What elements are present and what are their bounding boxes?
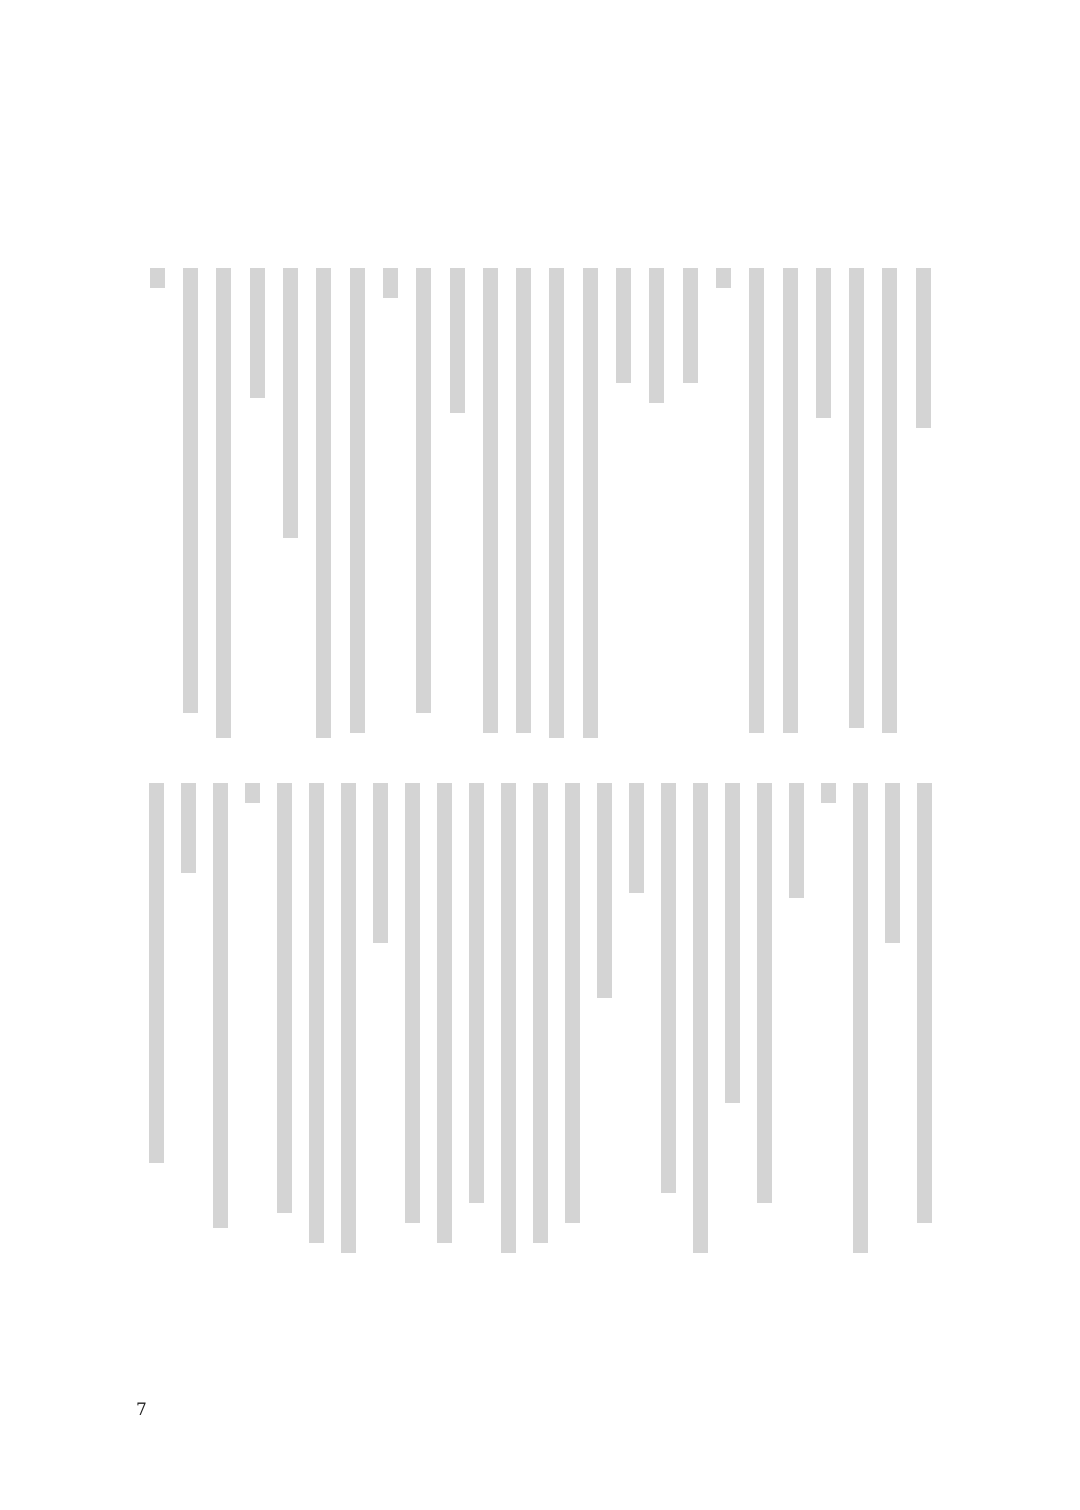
text-line-redacted	[332, 783, 364, 1233]
text-line-redacted	[396, 783, 428, 1233]
text-line-redacted	[268, 783, 300, 1233]
text-line-redacted	[674, 268, 707, 738]
text-line-redacted	[640, 268, 673, 738]
redaction-bar	[283, 268, 298, 538]
redaction-bar	[882, 268, 897, 733]
redaction-bar	[549, 268, 564, 738]
redaction-bar	[277, 783, 292, 1213]
text-line-redacted	[607, 268, 640, 738]
text-line-redacted	[652, 783, 684, 1233]
redaction-bar	[649, 268, 664, 403]
redaction-bar	[405, 783, 420, 1223]
text-line-redacted	[588, 783, 620, 1233]
text-line-redacted	[300, 783, 332, 1233]
text-line-redacted	[812, 783, 844, 1233]
redaction-bar	[917, 783, 932, 1223]
redaction-bar	[849, 268, 864, 728]
text-line-redacted	[748, 783, 780, 1233]
text-line-redacted	[556, 783, 588, 1233]
redaction-bar	[316, 268, 331, 738]
redaction-bar	[853, 783, 868, 1253]
redaction-bar	[597, 783, 612, 998]
redaction-bar	[373, 783, 388, 943]
redaction-bar	[683, 268, 698, 383]
text-line-redacted	[873, 268, 906, 738]
text-line-redacted	[374, 268, 407, 738]
redaction-bar	[416, 268, 431, 713]
redaction-bar	[309, 783, 324, 1243]
redaction-bar	[437, 783, 452, 1243]
text-line-redacted	[174, 268, 207, 738]
text-line-redacted	[460, 783, 492, 1233]
redaction-bar	[693, 783, 708, 1253]
redaction-bar	[149, 783, 164, 1163]
text-line-redacted	[141, 268, 174, 738]
redaction-bar	[341, 783, 356, 1253]
redaction-bar	[383, 268, 398, 298]
text-line-redacted	[172, 783, 204, 1233]
redaction-bar	[783, 268, 798, 733]
redaction-bar	[565, 783, 580, 1223]
text-line-redacted	[307, 268, 340, 738]
redaction-bar	[250, 268, 265, 398]
redaction-bar	[469, 783, 484, 1203]
text-line-redacted	[207, 268, 240, 738]
text-line-redacted	[907, 268, 940, 738]
text-line-redacted	[574, 268, 607, 738]
text-line-redacted	[740, 268, 773, 738]
text-line-redacted	[274, 268, 307, 738]
text-line-redacted	[807, 268, 840, 738]
bottom-text-block	[140, 783, 940, 1233]
text-line-redacted	[716, 783, 748, 1233]
redaction-bar	[216, 268, 231, 738]
redaction-bar	[661, 783, 676, 1193]
text-line-redacted	[780, 783, 812, 1233]
redaction-bar	[245, 783, 260, 803]
top-text-block	[140, 268, 940, 738]
redaction-bar	[213, 783, 228, 1228]
text-line-redacted	[236, 783, 268, 1233]
redaction-bar	[183, 268, 198, 713]
redaction-bar	[757, 783, 772, 1203]
redaction-bar	[616, 268, 631, 383]
text-line-redacted	[241, 268, 274, 738]
text-line-redacted	[540, 268, 573, 738]
text-line-redacted	[364, 783, 396, 1233]
redaction-bar	[150, 268, 165, 288]
redaction-bar	[716, 268, 731, 288]
redaction-bar	[749, 268, 764, 733]
text-line-redacted	[441, 268, 474, 738]
redaction-bar	[450, 268, 465, 413]
text-line-redacted	[876, 783, 908, 1233]
text-line-redacted	[908, 783, 940, 1233]
redaction-bar	[885, 783, 900, 943]
redaction-bar	[629, 783, 644, 893]
text-line-redacted	[140, 783, 172, 1233]
redaction-bar	[483, 268, 498, 733]
text-line-redacted	[844, 783, 876, 1233]
redaction-bar	[583, 268, 598, 738]
redaction-bar	[501, 783, 516, 1253]
text-line-redacted	[684, 783, 716, 1233]
redaction-bar	[181, 783, 196, 873]
text-line-redacted	[407, 268, 440, 738]
redaction-bar	[816, 268, 831, 418]
text-line-redacted	[707, 268, 740, 738]
redaction-bar	[350, 268, 365, 733]
text-line-redacted	[492, 783, 524, 1233]
text-line-redacted	[507, 268, 540, 738]
text-line-redacted	[524, 783, 556, 1233]
text-line-redacted	[428, 783, 460, 1233]
text-line-redacted	[204, 783, 236, 1233]
redaction-bar	[516, 268, 531, 733]
text-line-redacted	[620, 783, 652, 1233]
text-line-redacted	[341, 268, 374, 738]
redaction-bar	[725, 783, 740, 1103]
redaction-bar	[533, 783, 548, 1243]
redaction-bar	[821, 783, 836, 803]
text-line-redacted	[474, 268, 507, 738]
redaction-bar	[916, 268, 931, 428]
redaction-bar	[789, 783, 804, 898]
text-line-redacted	[774, 268, 807, 738]
page-number: 7	[136, 1400, 147, 1420]
text-line-redacted	[840, 268, 873, 738]
